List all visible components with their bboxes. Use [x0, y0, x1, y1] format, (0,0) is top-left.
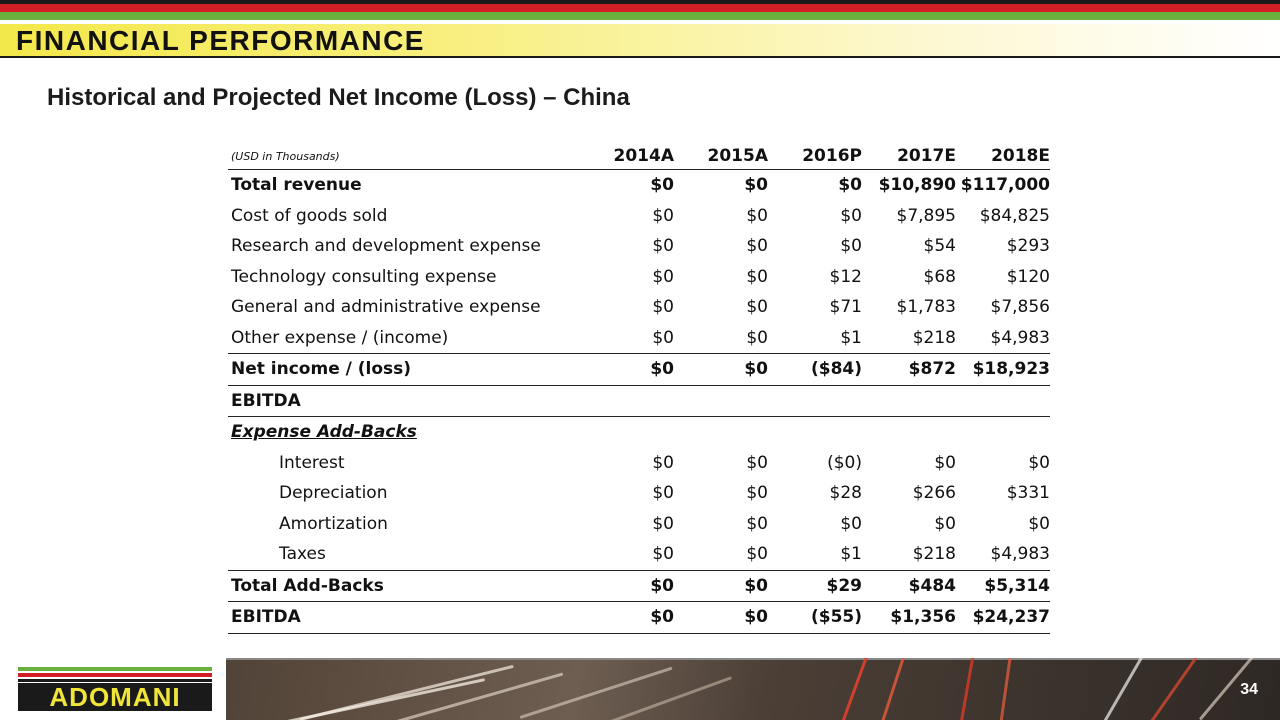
light-streak — [999, 658, 1014, 720]
table-row — [228, 539, 1050, 570]
cell-value: $0 — [744, 175, 768, 196]
top-red-stripe — [0, 4, 1280, 12]
cell-value: $7,895 — [896, 205, 956, 226]
row-label: Interest — [279, 452, 345, 473]
title-bar — [0, 24, 1280, 58]
row-label: Depreciation — [279, 483, 388, 504]
cell-value: $0 — [650, 175, 674, 196]
row-label: General and administrative expense — [231, 297, 541, 318]
cell-value: $28 — [829, 483, 862, 504]
cell-value: $0 — [674, 602, 768, 634]
cell-value — [580, 417, 674, 448]
cell-value: ($0) — [827, 452, 862, 473]
row-label: Cost of goods sold — [231, 205, 388, 226]
table-row — [228, 323, 1050, 354]
cell-value: $24,237 — [956, 602, 1050, 634]
logo-red-stripe — [18, 673, 212, 677]
cell-value: $218 — [862, 539, 956, 570]
cell-value: $0 — [746, 297, 768, 318]
cell-value: $0 — [580, 539, 674, 570]
cell-value: $0 — [934, 513, 956, 534]
row-label: Technology consulting expense — [231, 266, 497, 287]
row-label — [228, 417, 580, 448]
table-row — [228, 354, 1050, 386]
row-label: Net income / (loss) — [228, 354, 580, 386]
logo — [0, 658, 226, 720]
cell-value: ($84) — [768, 354, 862, 386]
column-header: 2014A — [580, 143, 674, 170]
row-label: EBITDA — [228, 602, 580, 634]
row-label: Amortization — [279, 513, 388, 534]
cell-value: $5,314 — [956, 570, 1050, 602]
light-streak — [959, 658, 978, 720]
cell-value: $4,983 — [956, 323, 1050, 354]
cell-value: $872 — [862, 354, 956, 386]
table-row — [228, 570, 1050, 602]
page-number: 34 — [1240, 681, 1258, 698]
cell-value: $0 — [840, 236, 862, 257]
table-row — [228, 201, 1050, 232]
cell-value — [580, 385, 674, 417]
table-row — [228, 262, 1050, 293]
column-header: 2017E — [862, 143, 956, 170]
cell-value: $0 — [652, 266, 674, 287]
table-body — [228, 170, 1050, 634]
page-title: FINANCIAL PERFORMANCE — [16, 25, 425, 56]
cell-value — [674, 417, 768, 448]
logo-wordmark — [18, 683, 212, 711]
cell-value: $0 — [1028, 513, 1050, 534]
cell-value: $0 — [746, 266, 768, 287]
light-streak — [839, 658, 873, 720]
column-header: 2016P — [768, 143, 862, 170]
row-label: Taxes — [228, 539, 580, 570]
cell-value: $29 — [768, 570, 862, 602]
cell-value: $1,783 — [896, 297, 956, 318]
logo-text: ADOMANI — [49, 682, 181, 712]
table-row — [228, 478, 1050, 509]
cell-value: $0 — [746, 513, 768, 534]
cell-value: $0 — [652, 452, 674, 473]
cell-value: $293 — [1006, 236, 1050, 257]
top-green-stripe — [0, 12, 1280, 20]
logo-green-stripe — [18, 667, 212, 671]
cell-value: $54 — [923, 236, 956, 257]
cell-value: $0 — [840, 513, 862, 534]
unit-note: (USD in Thousands) — [228, 143, 580, 170]
cell-value: $0 — [746, 483, 768, 504]
cell-value — [862, 417, 956, 448]
cell-value: $117,000 — [960, 175, 1050, 196]
cell-value: $4,983 — [956, 539, 1050, 570]
cell-value: $0 — [746, 205, 768, 226]
cell-value: $0 — [580, 354, 674, 386]
cell-value: $0 — [674, 539, 768, 570]
table-row — [228, 292, 1050, 323]
cell-value: $0 — [840, 205, 862, 226]
cell-value: $218 — [862, 323, 956, 354]
cell-value — [768, 417, 862, 448]
cell-value: $7,856 — [990, 297, 1050, 318]
cell-value: $0 — [746, 452, 768, 473]
row-label: Total Add-Backs — [228, 570, 580, 602]
cell-value: $1,356 — [862, 602, 956, 634]
row-label: Research and development expense — [231, 236, 541, 257]
cell-value: $0 — [652, 513, 674, 534]
cell-value: $0 — [746, 236, 768, 257]
cell-value: $71 — [829, 297, 862, 318]
cell-value: $1 — [768, 539, 862, 570]
cell-value: $0 — [580, 570, 674, 602]
footer-banner — [0, 658, 1280, 720]
cell-value: $484 — [862, 570, 956, 602]
cell-value — [674, 385, 768, 417]
cell-value: $0 — [838, 175, 862, 196]
light-streak — [1099, 658, 1162, 720]
light-streak — [250, 678, 485, 720]
cell-value: $1 — [768, 323, 862, 354]
cell-value: $68 — [923, 266, 956, 287]
table-row — [228, 170, 1050, 201]
cell-value: $0 — [674, 354, 768, 386]
financial-table — [228, 143, 1050, 634]
slide-subtitle: Historical and Projected Net Income (Loss) – China — [47, 84, 630, 111]
row-label: EBITDA — [228, 385, 580, 417]
light-streak — [879, 658, 910, 720]
table-header-row — [228, 143, 1050, 170]
cell-value: $0 — [1028, 452, 1050, 473]
light-streak — [300, 665, 514, 720]
cell-value: $0 — [580, 323, 674, 354]
cell-value — [956, 385, 1050, 417]
cell-value: $120 — [1006, 266, 1050, 287]
cell-value: $10,890 — [878, 175, 956, 196]
cell-value: $0 — [580, 602, 674, 634]
cell-value — [862, 385, 956, 417]
cell-value: $0 — [674, 323, 768, 354]
cell-value: $0 — [652, 205, 674, 226]
cell-value — [768, 385, 862, 417]
cell-value — [956, 417, 1050, 448]
cell-value: $18,923 — [956, 354, 1050, 386]
cell-value: $0 — [652, 236, 674, 257]
cell-value: $0 — [652, 297, 674, 318]
table-row — [228, 231, 1050, 262]
section-label: Expense Add-Backs — [231, 422, 417, 443]
column-header: 2018E — [956, 143, 1050, 170]
table-row — [228, 448, 1050, 479]
cell-value: $266 — [912, 483, 956, 504]
cell-value: ($55) — [768, 602, 862, 634]
cell-value: $331 — [1006, 483, 1050, 504]
table-row — [228, 385, 1050, 417]
table-row — [228, 417, 1050, 448]
cell-value: $0 — [674, 570, 768, 602]
cell-value: $0 — [934, 452, 956, 473]
cell-value: $84,825 — [979, 205, 1050, 226]
row-label: Other expense / (income) — [228, 323, 580, 354]
row-label: Total revenue — [231, 175, 362, 196]
cell-value: $0 — [652, 483, 674, 504]
table-row — [228, 602, 1050, 634]
table-row — [228, 509, 1050, 540]
column-header: 2015A — [674, 143, 768, 170]
title-underline — [0, 56, 1280, 58]
cell-value: $12 — [829, 266, 862, 287]
light-streak — [1199, 658, 1272, 720]
light-streak — [520, 667, 673, 719]
